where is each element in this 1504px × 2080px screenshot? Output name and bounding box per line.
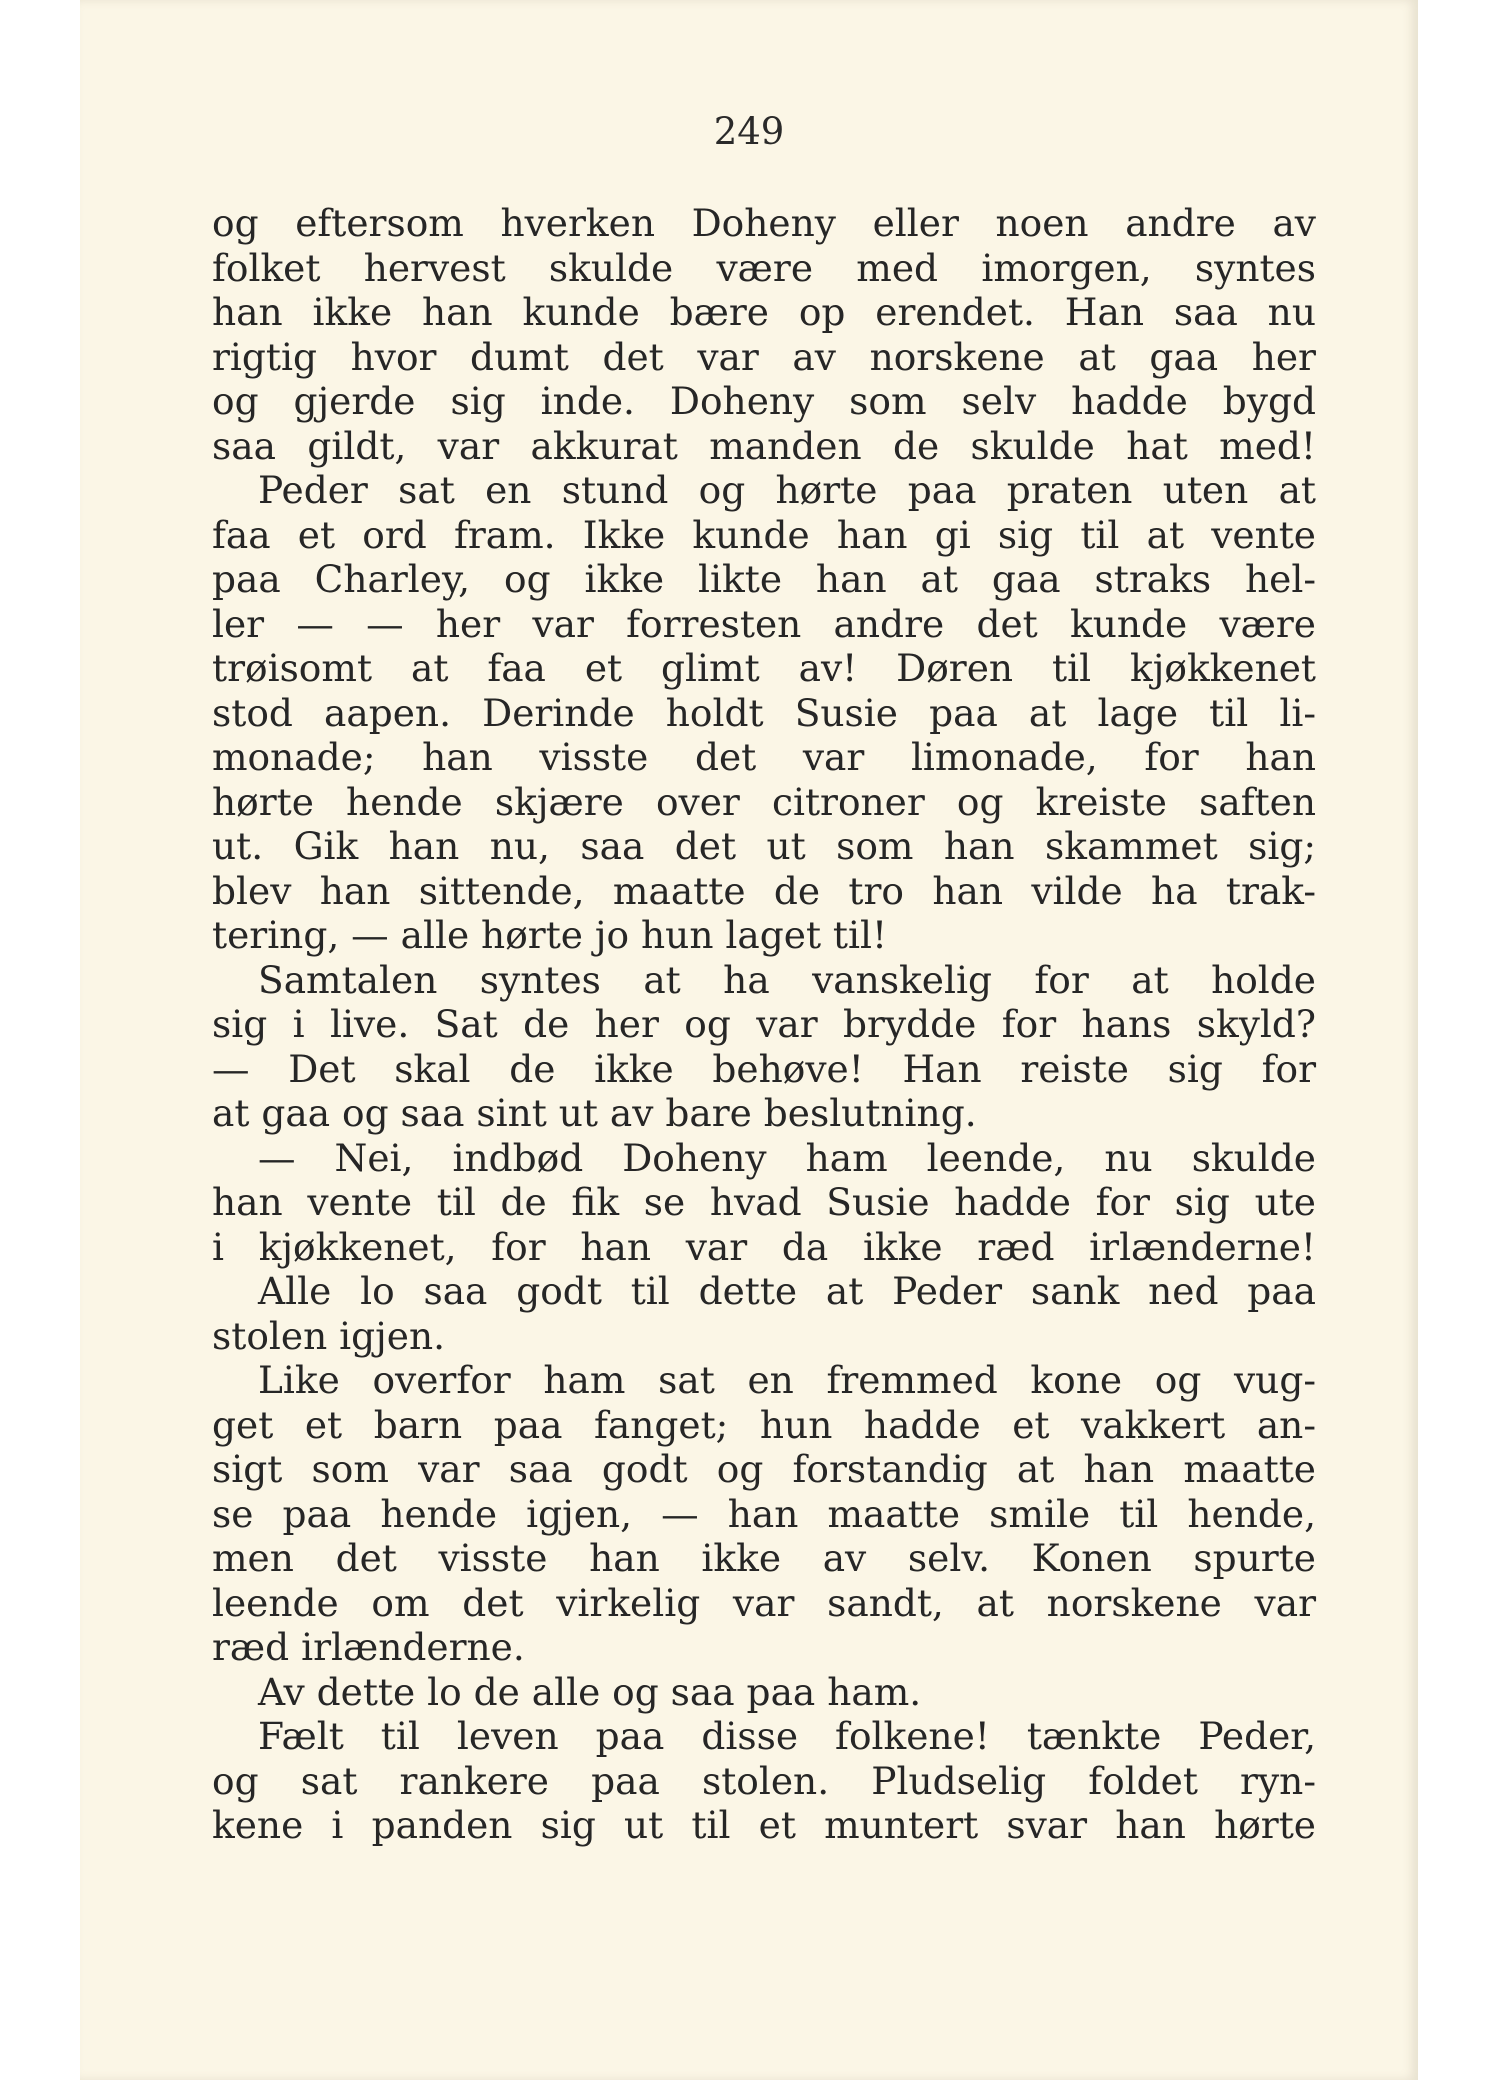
body-text xyxy=(212,201,1316,1848)
text-line: — Nei, indbød Doheny ham leende, nu skulde xyxy=(258,1135,1316,1180)
text-line: rigtig hvor dumt det var av norskene at gaa her xyxy=(212,334,1316,379)
book-page xyxy=(80,0,1418,2080)
text-line: saa gildt, var akkurat manden de skulde hat med! xyxy=(212,423,1316,468)
text-line: Like overfor ham sat en fremmed kone og vug- xyxy=(258,1358,1316,1402)
text-line: get et barn paa fanget; hun hadde et vakkert an- xyxy=(212,1402,1316,1447)
text-line: trøisomt at faa et glimt av! Døren til kjøkkenet xyxy=(212,646,1316,690)
text-line: stolen igjen. xyxy=(212,1313,446,1358)
text-line: i kjøkkenet, for han var da ikke ræd irlænderne! xyxy=(212,1224,1316,1269)
text-line: se paa hende igjen, — han maatte smile til hende, xyxy=(212,1491,1316,1536)
text-line: ut. Gik han nu, saa det ut som han skammet sig; xyxy=(212,824,1316,868)
text-line: og sat rankere paa stolen. Pludselig foldet ryn- xyxy=(212,1758,1316,1803)
text-line: faa et ord fram. Ikke kunde han gi sig til at vente xyxy=(212,512,1316,557)
text-line: kene i panden sig ut til et muntert svar han hørte xyxy=(212,1803,1316,1847)
text-line: — Det skal de ikke behøve! Han reiste sig for xyxy=(212,1046,1316,1091)
text-line: han ikke han kunde bære op erendet. Han saa nu xyxy=(212,290,1316,334)
text-line: Peder sat en stund og hørte paa praten uten at xyxy=(258,468,1316,512)
text-line: sigt som var saa godt og forstandig at han maatte xyxy=(212,1447,1316,1491)
text-line: stod aapen. Derinde holdt Susie paa at lage til li- xyxy=(212,690,1316,735)
text-line: og eftersom hverken Doheny eller noen andre av xyxy=(212,201,1316,245)
text-line: Alle lo saa godt til dette at Peder sank ned paa xyxy=(258,1269,1316,1313)
text-line: og gjerde sig inde. Doheny som selv hadde bygd xyxy=(212,379,1316,423)
text-line: han vente til de fik se hvad Susie hadde for sig ute xyxy=(212,1180,1316,1224)
text-line: ræd irlænderne. xyxy=(212,1625,525,1669)
page-number: 249 xyxy=(713,110,785,153)
text-line: sig i live. Sat de her og var brydde for hans skyld? xyxy=(212,1002,1316,1046)
text-line: at gaa og saa sint ut av bare beslutning. xyxy=(212,1091,977,1135)
text-line: blev han sittende, maatte de tro han vilde ha trak- xyxy=(212,868,1316,913)
text-line: monade; han visste det var limonade, for han xyxy=(212,735,1316,779)
text-line: Av dette lo de alle og saa paa ham. xyxy=(258,1669,922,1714)
text-line: leende om det virkelig var sandt, at norskene var xyxy=(212,1580,1316,1625)
text-line: paa Charley, og ikke likte han at gaa straks hel- xyxy=(212,557,1316,601)
text-line: folket hervest skulde være med imorgen, syntes xyxy=(212,245,1316,290)
text-line: tering, — alle hørte jo hun laget til! xyxy=(212,913,888,957)
text-line: men det visste han ikke av selv. Konen spurte xyxy=(212,1536,1316,1580)
text-line: ler — — her var forresten andre det kunde være xyxy=(212,601,1316,646)
text-line: Fælt til leven paa disse folkene! tænkte Peder, xyxy=(258,1714,1316,1758)
text-line: Samtalen syntes at ha vanskelig for at holde xyxy=(258,957,1316,1002)
text-line: hørte hende skjære over citroner og kreiste saften xyxy=(212,779,1316,824)
